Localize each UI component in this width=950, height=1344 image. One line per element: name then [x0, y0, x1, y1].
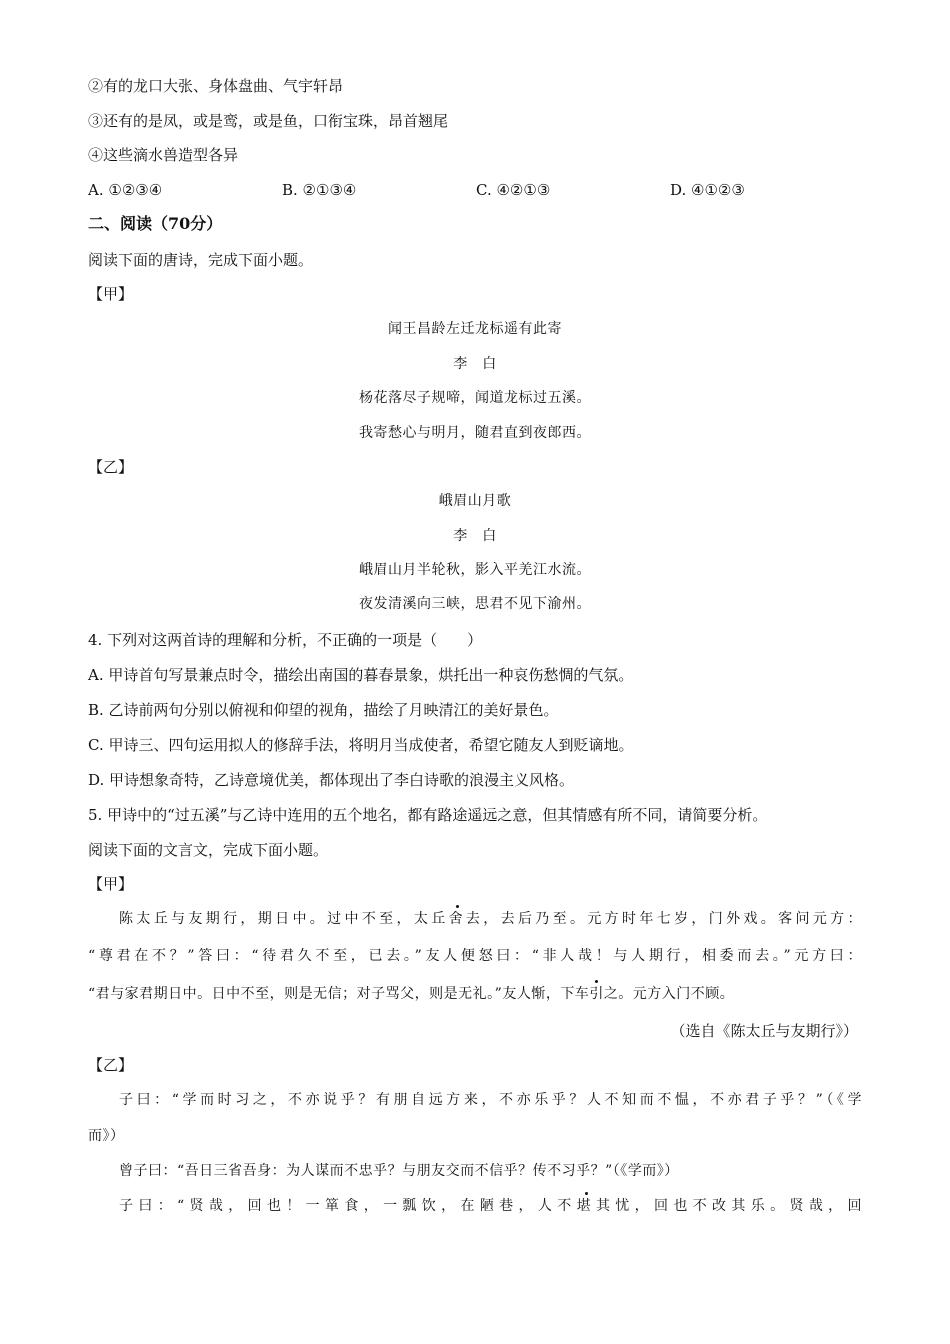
emphasis-dot-char: 舍: [448, 911, 466, 927]
classical-jia-line3: “君与家君期日中。日中不至，则是无信；对子骂父，则是无礼。”友人惭，下车引之。元方入门不顾。: [88, 986, 735, 1002]
poems-intro: 阅读下面的唐诗，完成下面小题。: [88, 251, 314, 269]
poem-jia-label: 【甲】: [88, 285, 134, 303]
classical-jia-label: 【甲】: [88, 875, 134, 893]
poem1-line1: 杨花落尽子规啼，闻道龙标过五溪。: [359, 390, 591, 406]
q4-option-d: D. 甲诗想象奇特，乙诗意境优美，都体现出了李白诗歌的浪漫主义风格。: [88, 771, 575, 789]
q3-option-d: D. ④①②③: [670, 181, 745, 199]
poem2-title: 峨眉山月歌: [438, 493, 512, 509]
q4-stem: 4. 下列对这两首诗的理解和分析，不正确的一项是（ ）: [88, 631, 483, 649]
classical-jia-line2: “尊君在不？”答曰：“待君久不至，已去。”友人便怒曰：“非人哉！与人期行，相委而去。”元方曰：: [88, 948, 862, 964]
emphasis-dot-char: 引: [589, 986, 604, 1002]
poem2-line2: 夜发清溪向三峡，思君不见下渝州。: [359, 596, 591, 612]
classical-jia-source: （选自《陈太丘与友期行》）: [670, 1022, 858, 1040]
classical-intro: 阅读下面的文言文，完成下面小题。: [88, 841, 329, 859]
emphasis-dot-char: 堪: [576, 1198, 596, 1214]
q4-option-a: A. 甲诗首句写景兼点时令，描绘出南国的暮春景象，烘托出一种哀伤愁惆的气氛。: [88, 666, 634, 684]
q5-stem: 5. 甲诗中的“过五溪”与乙诗中连用的五个地名，都有路途遥远之意，但其情感有所不同，请简要分析。: [88, 806, 768, 824]
classical-yi-label: 【乙】: [88, 1056, 134, 1074]
poem1-author: 李 白: [453, 356, 497, 372]
q4-option-c: C. 甲诗三、四句运用拟人的修辞手法，将明月当成使者，希望它随友人到贬谪地。: [88, 736, 634, 754]
section-title: 二、阅读（70分）: [88, 214, 223, 233]
q3-option-a: A. ①②③④: [88, 181, 163, 199]
q3-option-b: B. ②①③④: [282, 181, 357, 199]
classical-jia-line1: 陈太丘与友期行，期日中。过中不至，太丘舍去，去后乃至。元方时年七岁，门外戏。客问元方：: [119, 911, 863, 927]
poem2-author: 李 白: [453, 528, 497, 544]
q3-item-2: ②有的龙口大张、身体盘曲、气宇轩昂: [88, 77, 344, 95]
classical-yi-p1-line2: 而》）: [88, 1128, 125, 1144]
q3-option-c: C. ④②①③: [476, 181, 551, 199]
classical-yi-p2: 曾子曰：“吾日三省吾身：为人谋而不忠乎？与朋友交而不信乎？传不习乎？”（《学而》）: [119, 1163, 679, 1179]
q3-item-3: ③还有的是凤，或是鸾，或是鱼，口衔宝珠，昂首翘尾: [88, 112, 449, 130]
q3-item-4: ④这些滴水兽造型各异: [88, 146, 239, 164]
poem1-title: 闻王昌龄左迁龙标遥有此寄: [388, 321, 562, 337]
poem-yi-label: 【乙】: [88, 458, 134, 476]
classical-yi-p3: 子曰：“贤哉，回也！一箪食，一瓢饮，在陋巷，人不堪其忧，回也不改其乐。贤哉，回: [119, 1198, 863, 1214]
poem2-line1: 峨眉山月半轮秋，影入平羌江水流。: [359, 562, 591, 578]
poem1-line2: 我寄愁心与明月，随君直到夜郎西。: [359, 425, 591, 441]
classical-yi-p1-line1: 子曰：“学而时习之，不亦说乎？有朋自远方来，不亦乐乎？人不知而不愠，不亦君子乎？”（《学: [119, 1092, 862, 1108]
q4-option-b: B. 乙诗前两句分别以俯视和仰望的视角，描绘了月映清江的美好景色。: [88, 701, 559, 719]
